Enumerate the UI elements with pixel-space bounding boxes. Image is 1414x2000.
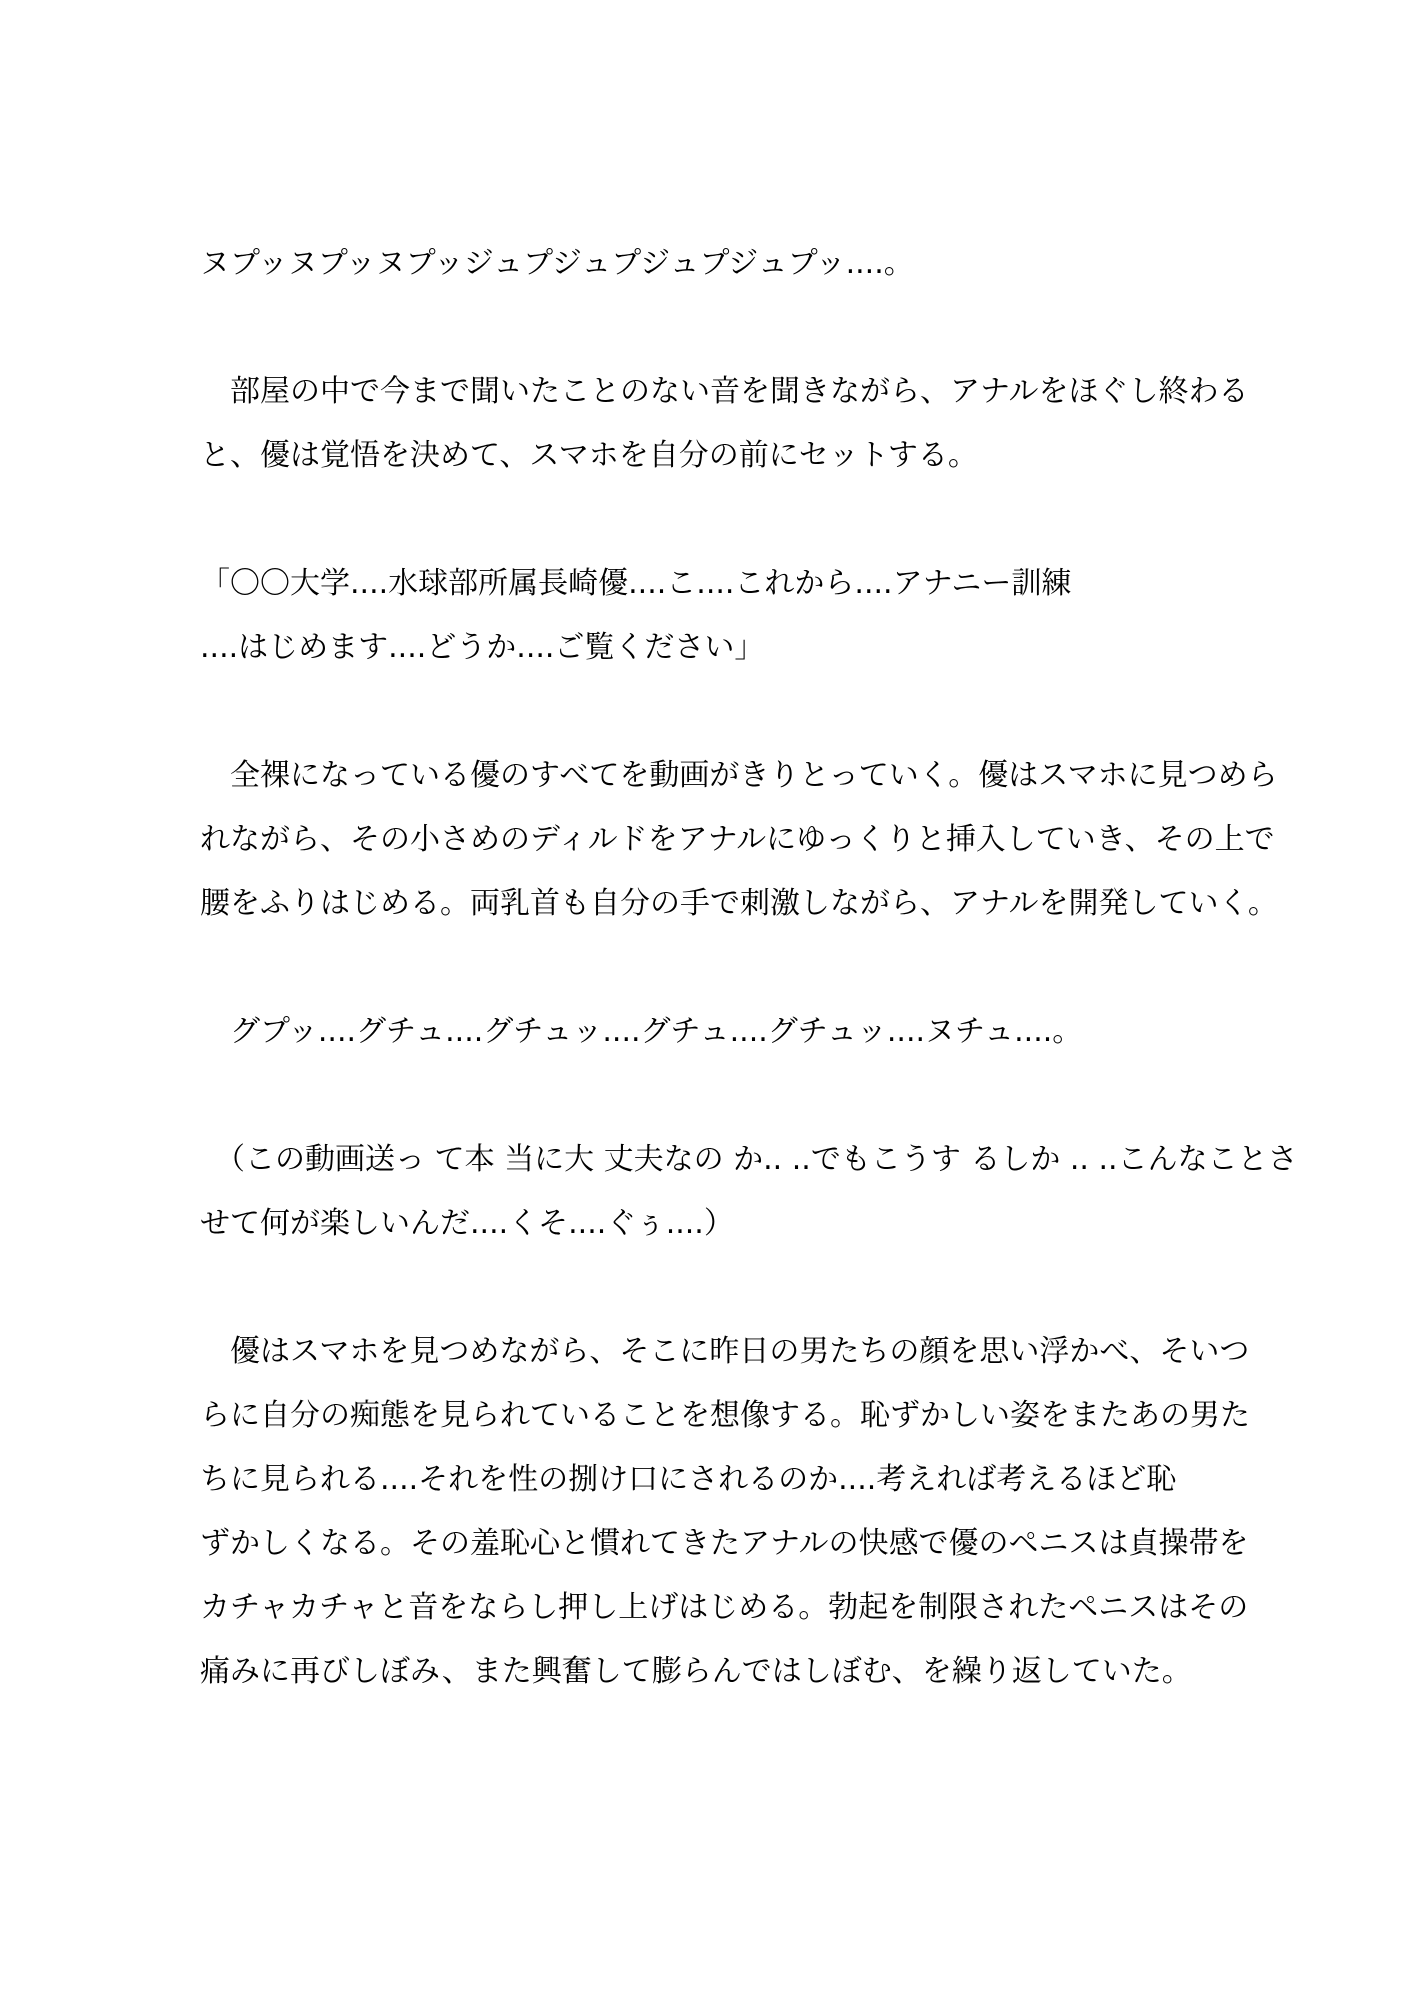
paragraph-7 <box>200 1320 1294 1704</box>
text-line: 全裸になっている優のすべてを動画がきりとっていく。優はスマホに見つめら <box>200 758 1278 793</box>
text-line: グプッ....グチュ....グチュッ....グチュ....グチュッ....ヌチュ....。 <box>200 1014 1083 1049</box>
text-line: 痛みに再びしぼみ、また興奮して膨らんではしぼむ、を繰り返していた。 <box>200 1654 1192 1689</box>
paragraph-4 <box>200 744 1294 936</box>
text-line: カチャカチャと音をならし押し上げはじめる。勃起を制限されたペニスはその <box>200 1590 1249 1625</box>
paragraph-1 <box>200 232 1294 296</box>
paragraph-2 <box>200 360 1294 488</box>
text-line: と、優は覚悟を決めて、スマホを自分の前にセットする。 <box>200 438 978 473</box>
text-line: （この動画送っ て本 当に大 丈夫なの か.. ..でもこうす るしか .. ..こんなことさ <box>200 1142 1298 1177</box>
text-line: 優はスマホを見つめながら、そこに昨日の男たちの顔を思い浮かべ、そいつ <box>200 1334 1250 1369</box>
paragraph-6 <box>200 1128 1298 1256</box>
text-line: 腰をふりはじめる。両乳首も自分の手で刺激しながら、アナルを開発していく。 <box>200 886 1278 921</box>
text-line: ちに見られる....それを性の捌け口にされるのか....考えれば考えるほど恥 <box>200 1462 1177 1497</box>
paragraph-3 <box>200 552 1294 680</box>
text-line: ヌプッヌプッヌプッジュプジュプジュプジュプッ....。 <box>200 246 914 281</box>
text-line: れながら、その小さめのディルドをアナルにゆっくりと挿入していき、その上で <box>200 822 1275 857</box>
text-line: せて何が楽しいんだ....くそ....ぐぅ....） <box>200 1206 734 1241</box>
text-line: 部屋の中で今まで聞いたことのない音を聞きながら、アナルをほぐし終わる <box>200 374 1249 409</box>
paragraph-5 <box>200 1000 1294 1064</box>
text-line: ....はじめます....どうか....ご覧ください」 <box>200 630 765 665</box>
text-line: ずかしくなる。その羞恥心と慣れてきたアナルの快感で優のペニスは貞操帯を <box>200 1526 1249 1561</box>
text-line: らに自分の痴態を見られていることを想像する。恥ずかしい姿をまたあの男た <box>200 1398 1250 1433</box>
text-line: 「〇〇大学....水球部所属長崎優....こ....これから....アナニー訓練 <box>200 566 1072 601</box>
